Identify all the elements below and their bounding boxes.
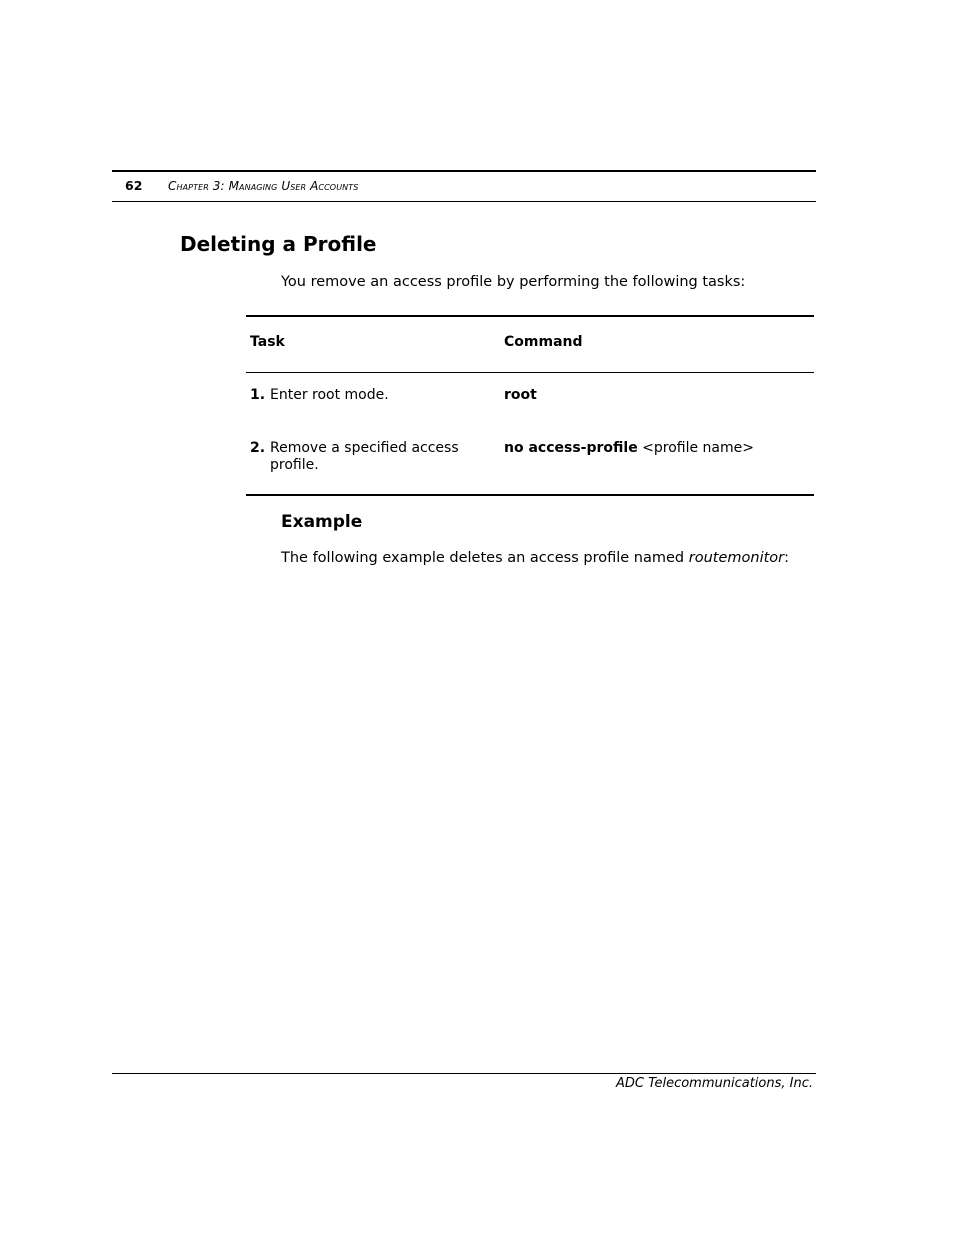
command-keyword: root — [504, 387, 537, 403]
command-cell — [504, 440, 754, 456]
task-column-header: Task — [250, 334, 285, 350]
table-bottom-rule — [246, 494, 814, 496]
task-cell: Remove a specified access profile. — [270, 440, 459, 473]
intro-paragraph: You remove an access profile by performing the following tasks: — [281, 274, 746, 290]
running-head: Chapter 3: Managing User Accounts — [168, 179, 359, 193]
header-top-rule — [112, 170, 816, 172]
page-number: 62 — [125, 178, 143, 193]
section-title: Deleting a Profile — [180, 232, 377, 256]
table-header-rule — [246, 372, 814, 373]
profile-name: routemonitor — [688, 550, 785, 566]
table-top-rule — [246, 315, 814, 317]
example-text-end: : — [784, 550, 790, 566]
example-heading: Example — [281, 512, 363, 532]
task-cell: Enter root mode. — [270, 387, 389, 403]
example-text: The following example deletes an access profile named — [281, 550, 689, 566]
command-cell — [504, 387, 537, 403]
footer-company: ADC Telecommunications, Inc. — [616, 1076, 813, 1091]
step-number: 1. — [250, 387, 266, 403]
header-bottom-rule — [112, 201, 816, 202]
command-keyword: no access-profile — [504, 440, 638, 456]
command-argument: <profile name> — [637, 440, 754, 456]
command-column-header: Command — [504, 334, 583, 350]
step-number: 2. — [250, 440, 266, 456]
footer-rule — [112, 1073, 816, 1074]
example-paragraph — [281, 550, 789, 566]
